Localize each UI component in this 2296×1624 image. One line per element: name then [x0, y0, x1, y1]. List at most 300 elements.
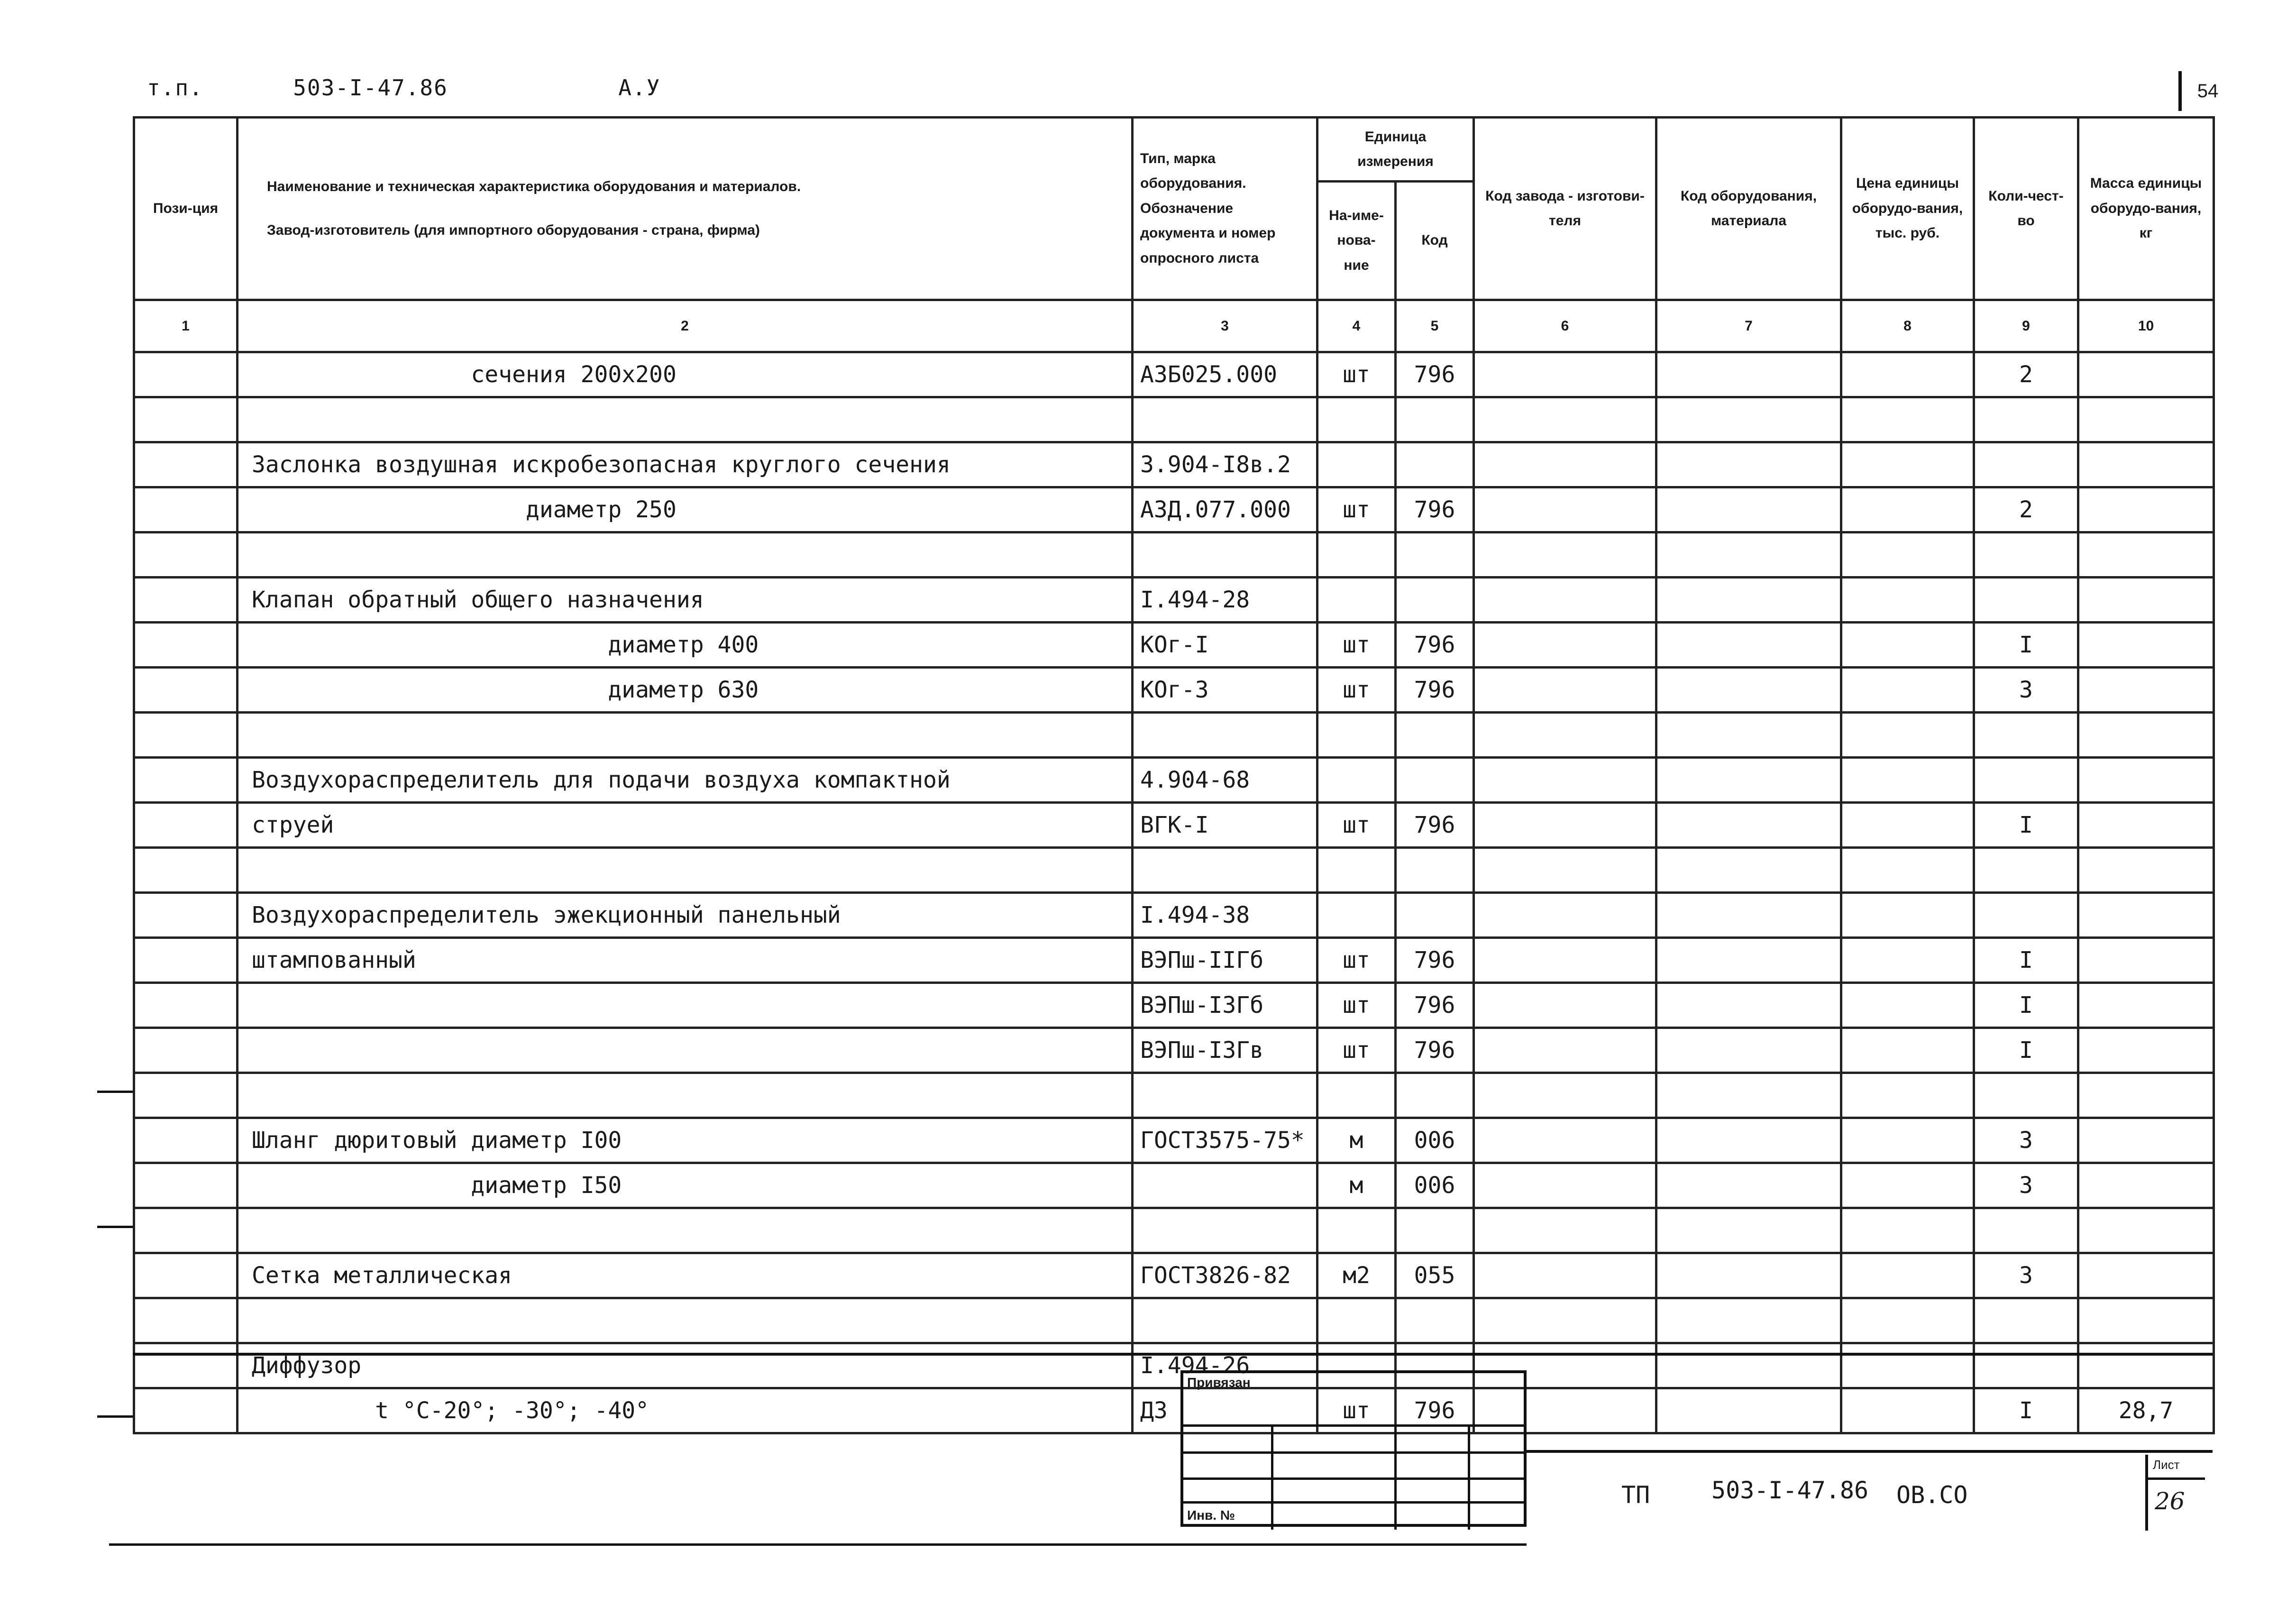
row-equipment-code — [1656, 623, 1841, 668]
table-row — [134, 848, 2214, 893]
row-name: диаметр 400 — [238, 623, 1133, 668]
row-mass — [2078, 578, 2214, 623]
row-equipment-code — [1656, 1163, 1841, 1208]
row-quantity — [1974, 397, 2078, 442]
row-mass — [2078, 623, 2214, 668]
row-mass — [2078, 1343, 2214, 1388]
row-equipment-code — [1656, 848, 1841, 893]
row-price — [1841, 713, 1974, 758]
list-label: Лист — [2148, 1455, 2205, 1480]
row-price — [1841, 983, 1974, 1028]
row-mass — [2078, 397, 2214, 442]
row-unit: шт — [1317, 352, 1396, 397]
row-factory-code — [1474, 1028, 1656, 1073]
column-number: 9 — [1974, 300, 2078, 352]
row-factory-code — [1474, 532, 1656, 578]
table-row — [134, 1253, 2214, 1298]
row-code — [1396, 442, 1474, 487]
row-equipment-code — [1656, 578, 1841, 623]
row-price — [1841, 1028, 1974, 1073]
row-factory-code — [1474, 623, 1656, 668]
row-position — [134, 983, 238, 1028]
row-type: 3.904-I8в.2 — [1133, 442, 1317, 487]
row-type: I.494-28 — [1133, 578, 1317, 623]
row-mass — [2078, 1118, 2214, 1163]
row-price — [1841, 848, 1974, 893]
row-quantity: I — [1974, 623, 2078, 668]
row-type: ВГК-I — [1133, 803, 1317, 848]
table-row — [134, 893, 2214, 938]
row-position — [134, 1118, 238, 1163]
row-type — [1133, 713, 1317, 758]
title-doc-code: 503-I-47.86 — [1711, 1477, 1869, 1504]
row-equipment-code — [1656, 893, 1841, 938]
row-price — [1841, 1298, 1974, 1343]
row-type: 4.904-68 — [1133, 758, 1317, 803]
row-quantity: 3 — [1974, 1163, 2078, 1208]
row-position — [134, 713, 238, 758]
row-mass — [2078, 893, 2214, 938]
table-row — [134, 1343, 2214, 1388]
row-quantity: I — [1974, 983, 2078, 1028]
table-row — [134, 668, 2214, 713]
table-row — [134, 352, 2214, 397]
column-number: 2 — [238, 300, 1133, 352]
row-name: сечения 200х200 — [238, 352, 1133, 397]
row-unit: шт — [1317, 668, 1396, 713]
table-row — [134, 1073, 2214, 1118]
row-equipment-code — [1656, 1118, 1841, 1163]
row-position — [134, 758, 238, 803]
row-name: штампованный — [238, 938, 1133, 983]
row-type: ВЭПш-I3Гб — [1133, 983, 1317, 1028]
col-header-unit-name: На-име-нова-ние — [1317, 182, 1396, 300]
row-mass — [2078, 1253, 2214, 1298]
row-quantity — [1974, 1343, 2078, 1388]
row-factory-code — [1474, 938, 1656, 983]
row-code — [1396, 1073, 1474, 1118]
row-quantity — [1974, 532, 2078, 578]
row-unit: шт — [1317, 938, 1396, 983]
col-header-factory-code: Код завода - изготови-теля — [1474, 118, 1656, 300]
row-code: 796 — [1396, 668, 1474, 713]
row-mass — [2078, 713, 2214, 758]
column-number: 10 — [2078, 300, 2214, 352]
row-mass — [2078, 938, 2214, 983]
row-mass — [2078, 1028, 2214, 1073]
row-position — [134, 938, 238, 983]
row-price — [1841, 487, 1974, 532]
row-type: I.494-26 — [1133, 1343, 1317, 1388]
row-price — [1841, 1253, 1974, 1298]
table-row — [134, 1118, 2214, 1163]
table-row — [134, 623, 2214, 668]
table-row — [134, 803, 2214, 848]
row-code: 796 — [1396, 938, 1474, 983]
row-unit: шт — [1317, 1028, 1396, 1073]
row-price — [1841, 578, 1974, 623]
row-code — [1396, 532, 1474, 578]
row-price — [1841, 397, 1974, 442]
row-equipment-code — [1656, 532, 1841, 578]
row-quantity — [1974, 442, 2078, 487]
row-quantity — [1974, 578, 2078, 623]
row-factory-code — [1474, 758, 1656, 803]
row-name: Заслонка воздушная искробезопасная круглого сечения — [238, 442, 1133, 487]
row-price — [1841, 1118, 1974, 1163]
row-position — [134, 803, 238, 848]
col-header-price: Цена единицы оборудо-вания, тыс. руб. — [1841, 118, 1974, 300]
row-unit: шт — [1317, 623, 1396, 668]
row-name: Шланг дюритовый диаметр I00 — [238, 1118, 1133, 1163]
row-type — [1133, 1208, 1317, 1253]
row-unit — [1317, 578, 1396, 623]
row-position — [134, 442, 238, 487]
row-mass — [2078, 352, 2214, 397]
row-quantity — [1974, 893, 2078, 938]
row-name — [238, 848, 1133, 893]
row-code: 796 — [1396, 623, 1474, 668]
row-equipment-code — [1656, 1343, 1841, 1388]
row-code — [1396, 713, 1474, 758]
table-row — [134, 1298, 2214, 1343]
row-mass — [2078, 1298, 2214, 1343]
table-row — [134, 1388, 2214, 1433]
row-name: диаметр 250 — [238, 487, 1133, 532]
row-equipment-code — [1656, 397, 1841, 442]
row-name: Диффузор — [238, 1343, 1133, 1388]
row-type: А3Д.077.000 — [1133, 487, 1317, 532]
column-number: 4 — [1317, 300, 1396, 352]
row-unit — [1317, 848, 1396, 893]
row-name: t °С-20°; -30°; -40° — [238, 1388, 1133, 1433]
table-row — [134, 758, 2214, 803]
row-position — [134, 1163, 238, 1208]
list-number: 26 — [2155, 1487, 2185, 1515]
row-position — [134, 532, 238, 578]
row-price — [1841, 1388, 1974, 1433]
table-bottom-border — [133, 1353, 2213, 1356]
row-position — [134, 1343, 238, 1388]
row-quantity: I — [1974, 938, 2078, 983]
row-type: ВЭПш-I3Гв — [1133, 1028, 1317, 1073]
row-code: 006 — [1396, 1118, 1474, 1163]
row-price — [1841, 1208, 1974, 1253]
row-factory-code — [1474, 397, 1656, 442]
row-equipment-code — [1656, 352, 1841, 397]
row-code — [1396, 848, 1474, 893]
row-quantity — [1974, 713, 2078, 758]
row-unit: м2 — [1317, 1253, 1396, 1298]
row-factory-code — [1474, 983, 1656, 1028]
row-quantity: I — [1974, 1028, 2078, 1073]
row-quantity: I — [1974, 803, 2078, 848]
row-equipment-code — [1656, 1388, 1841, 1433]
row-code — [1396, 758, 1474, 803]
column-number: 1 — [134, 300, 238, 352]
row-mass — [2078, 848, 2214, 893]
row-equipment-code — [1656, 1253, 1841, 1298]
table-row — [134, 578, 2214, 623]
col-header-name-line1: Наименование и техническая характеристика оборудования и материалов. — [267, 178, 801, 194]
row-code — [1396, 1208, 1474, 1253]
row-quantity: 2 — [1974, 487, 2078, 532]
row-price — [1841, 758, 1974, 803]
row-factory-code — [1474, 1073, 1656, 1118]
row-factory-code — [1474, 668, 1656, 713]
column-number: 7 — [1656, 300, 1841, 352]
row-factory-code — [1474, 893, 1656, 938]
header-section: А.У — [618, 75, 661, 101]
table-row — [134, 397, 2214, 442]
row-price — [1841, 532, 1974, 578]
row-type — [1133, 1163, 1317, 1208]
row-factory-code — [1474, 713, 1656, 758]
row-unit: шт — [1317, 983, 1396, 1028]
row-name — [238, 713, 1133, 758]
row-factory-code — [1474, 487, 1656, 532]
row-position — [134, 1028, 238, 1073]
row-name: диаметр 630 — [238, 668, 1133, 713]
table-row — [134, 1163, 2214, 1208]
col-header-equipment-code: Код оборудования, материала — [1656, 118, 1841, 300]
column-number: 3 — [1133, 300, 1317, 352]
row-quantity — [1974, 1073, 2078, 1118]
stamp-inv-label: Инв. № — [1187, 1508, 1235, 1523]
frame-bottom-line — [109, 1543, 1527, 1546]
row-unit: шт — [1317, 803, 1396, 848]
row-mass — [2078, 442, 2214, 487]
row-code: 006 — [1396, 1163, 1474, 1208]
row-type: КОг-I — [1133, 623, 1317, 668]
row-factory-code — [1474, 848, 1656, 893]
row-position — [134, 1298, 238, 1343]
specification-table — [133, 116, 2215, 1434]
row-position — [134, 1208, 238, 1253]
row-type: А3Б025.000 — [1133, 352, 1317, 397]
row-type — [1133, 1073, 1317, 1118]
row-factory-code — [1474, 442, 1656, 487]
row-quantity — [1974, 1298, 2078, 1343]
row-type: ГОСТ3575-75* — [1133, 1118, 1317, 1163]
row-position — [134, 623, 238, 668]
row-position — [134, 848, 238, 893]
margin-tick — [97, 1091, 133, 1093]
row-position — [134, 668, 238, 713]
col-header-mass: Масса единицы оборудо-вания, кг — [2078, 118, 2214, 300]
row-equipment-code — [1656, 713, 1841, 758]
row-code: 796 — [1396, 487, 1474, 532]
row-name — [238, 532, 1133, 578]
row-name — [238, 1298, 1133, 1343]
row-name — [238, 1208, 1133, 1253]
row-unit: шт — [1317, 1388, 1396, 1433]
row-equipment-code — [1656, 1073, 1841, 1118]
row-price — [1841, 1343, 1974, 1388]
row-price — [1841, 938, 1974, 983]
row-name — [238, 1073, 1133, 1118]
row-price — [1841, 668, 1974, 713]
row-code: 796 — [1396, 803, 1474, 848]
row-type — [1133, 397, 1317, 442]
column-number-row — [134, 300, 2214, 352]
row-factory-code — [1474, 1253, 1656, 1298]
row-equipment-code — [1656, 803, 1841, 848]
row-factory-code — [1474, 1118, 1656, 1163]
row-unit — [1317, 713, 1396, 758]
title-tp: ТП — [1621, 1481, 1650, 1509]
row-equipment-code — [1656, 442, 1841, 487]
row-quantity — [1974, 758, 2078, 803]
row-factory-code — [1474, 352, 1656, 397]
row-code — [1396, 397, 1474, 442]
table-row — [134, 938, 2214, 983]
row-mass — [2078, 1208, 2214, 1253]
row-quantity: 3 — [1974, 1118, 2078, 1163]
header-prefix: т.п. — [147, 75, 203, 101]
column-number: 5 — [1396, 300, 1474, 352]
row-code: 796 — [1396, 1028, 1474, 1073]
row-position — [134, 1388, 238, 1433]
row-name: струей — [238, 803, 1133, 848]
row-unit — [1317, 532, 1396, 578]
row-quantity — [1974, 848, 2078, 893]
row-quantity — [1974, 1208, 2078, 1253]
row-quantity: 3 — [1974, 668, 2078, 713]
row-code — [1396, 893, 1474, 938]
row-name: диаметр I50 — [238, 1163, 1133, 1208]
col-header-name-line2: Завод-изготовитель (для импортного оборудования - страна, фирма) — [267, 222, 760, 238]
row-mass — [2078, 983, 2214, 1028]
row-type — [1133, 848, 1317, 893]
table-row — [134, 487, 2214, 532]
row-equipment-code — [1656, 1298, 1841, 1343]
row-code: 796 — [1396, 352, 1474, 397]
row-unit — [1317, 1073, 1396, 1118]
row-type — [1133, 532, 1317, 578]
row-unit — [1317, 1208, 1396, 1253]
table-row — [134, 532, 2214, 578]
row-code — [1396, 1298, 1474, 1343]
sheet-number: 54 — [2178, 71, 2234, 111]
row-code — [1396, 578, 1474, 623]
row-price — [1841, 803, 1974, 848]
row-unit — [1317, 758, 1396, 803]
row-factory-code — [1474, 1208, 1656, 1253]
margin-tick — [97, 1226, 133, 1228]
row-name — [238, 983, 1133, 1028]
title-mark: ОВ.СО — [1896, 1481, 1968, 1509]
row-factory-code — [1474, 1298, 1656, 1343]
row-name: Клапан обратный общего назначения — [238, 578, 1133, 623]
row-factory-code — [1474, 578, 1656, 623]
col-header-type: Тип, марка оборудования. Обозначение документа и номер опросного листа — [1133, 118, 1317, 300]
stamp-linked-label: Привязан — [1187, 1375, 1251, 1390]
row-unit — [1317, 893, 1396, 938]
row-position — [134, 578, 238, 623]
col-header-quantity: Коли-чест-во — [1974, 118, 2078, 300]
row-mass — [2078, 532, 2214, 578]
row-mass — [2078, 668, 2214, 713]
col-header-unit-group: Единица измерения — [1317, 118, 1474, 182]
margin-tick — [97, 1415, 133, 1418]
table-row — [134, 1208, 2214, 1253]
row-name: Сетка металлическая — [238, 1253, 1133, 1298]
title-block — [1527, 1450, 2213, 1530]
row-factory-code — [1474, 1163, 1656, 1208]
column-number: 6 — [1474, 300, 1656, 352]
row-position — [134, 397, 238, 442]
row-mass: 28,7 — [2078, 1388, 2214, 1433]
document-header — [147, 75, 660, 101]
row-equipment-code — [1656, 1208, 1841, 1253]
row-code: 796 — [1396, 983, 1474, 1028]
col-header-name — [238, 118, 1133, 300]
row-equipment-code — [1656, 758, 1841, 803]
row-type: КОг-3 — [1133, 668, 1317, 713]
row-price — [1841, 623, 1974, 668]
approval-stamp — [1180, 1370, 1527, 1527]
row-equipment-code — [1656, 983, 1841, 1028]
row-unit: м — [1317, 1163, 1396, 1208]
row-unit — [1317, 442, 1396, 487]
row-position — [134, 352, 238, 397]
row-price — [1841, 893, 1974, 938]
row-unit — [1317, 1298, 1396, 1343]
row-price — [1841, 1163, 1974, 1208]
column-number: 8 — [1841, 300, 1974, 352]
table-row — [134, 1028, 2214, 1073]
row-name: Воздухораспределитель для подачи воздуха компактной — [238, 758, 1133, 803]
row-unit — [1317, 397, 1396, 442]
table-row — [134, 983, 2214, 1028]
row-type: ГОСТ3826-82 — [1133, 1253, 1317, 1298]
row-equipment-code — [1656, 1028, 1841, 1073]
row-quantity: 3 — [1974, 1253, 2078, 1298]
row-mass — [2078, 487, 2214, 532]
row-quantity: 2 — [1974, 352, 2078, 397]
row-type — [1133, 1298, 1317, 1343]
row-name — [238, 397, 1133, 442]
table-row — [134, 713, 2214, 758]
row-unit: шт — [1317, 487, 1396, 532]
col-header-unit-code: Код — [1396, 182, 1474, 300]
row-name: Воздухораспределитель эжекционный панельный — [238, 893, 1133, 938]
row-unit: м — [1317, 1118, 1396, 1163]
row-type: ВЭПш-IIГб — [1133, 938, 1317, 983]
row-price — [1841, 1073, 1974, 1118]
row-factory-code — [1474, 803, 1656, 848]
row-code: 055 — [1396, 1253, 1474, 1298]
sheet-list-box — [2145, 1455, 2205, 1531]
row-position — [134, 487, 238, 532]
row-position — [134, 1253, 238, 1298]
row-type: Д3 — [1133, 1388, 1317, 1433]
row-mass — [2078, 803, 2214, 848]
row-equipment-code — [1656, 668, 1841, 713]
row-mass — [2078, 758, 2214, 803]
row-name — [238, 1028, 1133, 1073]
row-quantity: I — [1974, 1388, 2078, 1433]
row-price — [1841, 442, 1974, 487]
row-equipment-code — [1656, 938, 1841, 983]
row-type: I.494-38 — [1133, 893, 1317, 938]
row-price — [1841, 352, 1974, 397]
table-row — [134, 442, 2214, 487]
row-mass — [2078, 1073, 2214, 1118]
col-header-position: Пози-ция — [134, 118, 238, 300]
row-position — [134, 1073, 238, 1118]
